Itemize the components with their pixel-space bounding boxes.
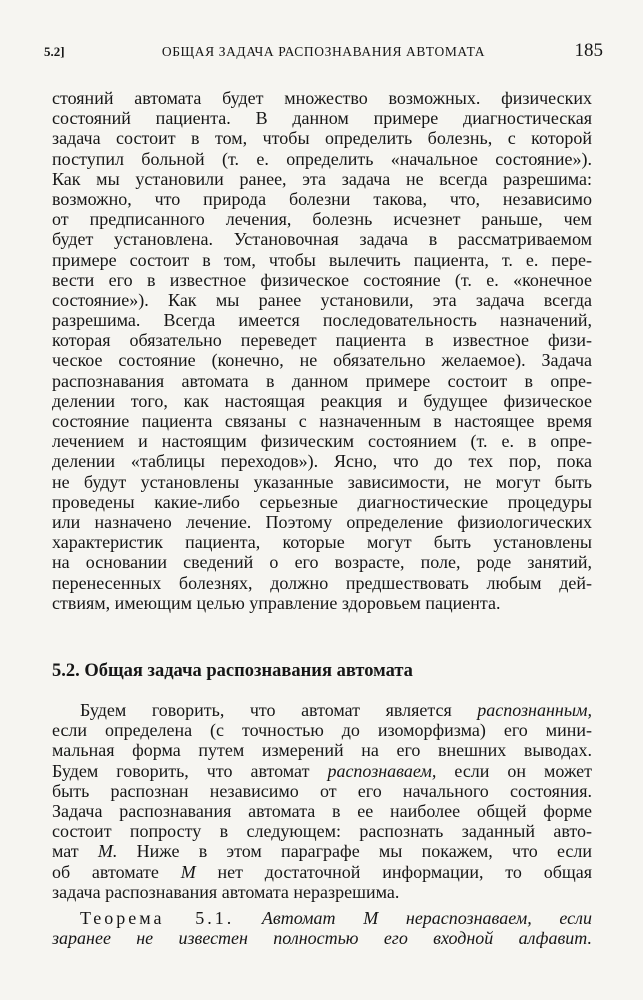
text-line: будет установлена. Установочная задача в рассматриваемом [52,229,592,250]
theorem-statement: Автомат M нераспознаваем, если [261,908,592,928]
term-recognized: распознанным, [477,700,593,720]
text-line: состоит попросту в следующем: распознать заданный авто- [52,821,592,842]
text-line: состояние пациента связаны с назначенным в настоящее время [52,411,592,431]
running-title: ОБЩАЯ ЗАДАЧА РАСПОЗНАВАНИЯ АВТОМАТА [161,44,486,59]
text-line: стояний автомата будет множество возможных. физических [52,88,592,108]
paragraph-definitions [52,700,592,902]
text-line [52,928,592,948]
text-line: распознавания автомата в данном примере состоит в опре- [52,370,592,391]
text-run: об автомате [52,861,159,882]
text-line: ствиям, имеющим целью управление здоровьем пациента. [52,592,501,613]
text-line: быть распознан независимо от его начального состояния. [52,780,592,801]
theorem-label: Теорема 5.1. [80,908,235,928]
text-line: Как мы установили ранее, эта задача не всегда разрешима: [52,168,592,189]
theorem-5-1 [52,908,592,948]
text-line: от предписанного лечения, болезнь исчезнет раньше, чем [52,209,592,230]
math-symbol-m: M [180,861,196,882]
text-line [52,862,592,882]
text-line: состояние»). Как мы ранее установили, эта задача всегда [52,289,592,310]
text-line: задача состоит в том, чтобы определить болезнь, с которой [52,128,592,149]
text-line [52,700,592,720]
text-line [52,841,592,861]
text-line: примере состоит в том, чтобы вылечить пациента, т. е. пере- [52,249,592,270]
text-run: Будем говорить, что автомат является [80,700,452,720]
text-line: поступил больной (т. е. определить «начальное состояние»). [52,148,592,169]
text-line: характеристик пациента, которые могут быть установлены [52,532,592,553]
text-line: состояний пациента. В данном примере диагностическая [52,108,592,129]
text-line: вести его в известное физическое состояние (т. е. «конечное [52,269,592,290]
section-heading: 5.2. Общая задача распознавания автомата [52,661,413,681]
paragraph-diagnostics [52,88,592,613]
text-run: Будем говорить, что автомат [52,760,310,781]
text-line: проведены какие-либо серьезные диагностические процедуры [52,491,592,512]
text-run: нет достаточной информации, то общая [217,861,593,882]
text-line: делении того, как настоящая реакция и будущее физическое [52,390,592,411]
page-number: 185 [574,40,603,61]
text-line: делении «таблицы переходов»). Ясно, что до тех пор, пока [52,451,592,472]
text-line [52,761,592,781]
theorem-statement: заранее не известен полностью его входной алфавит. [52,928,592,949]
text-line: не будут установлены указанные зависимости, не могут быть [52,471,592,492]
text-run: мат [52,841,79,862]
running-head [44,40,603,64]
text-line: Задача распознавания автомата в ее наиболее общей форме [52,800,592,821]
text-line: задача распознавания автомата неразрешима. [52,881,400,902]
text-line: на основании сведений о его возрасте, поле, роде занятий, [52,552,592,573]
text-line: лечением и настоящим физическим состоянием (т. е. в опре- [52,431,592,452]
text-line [52,908,592,928]
text-line: мальная форма путем измерений на его внешних выводах. [52,740,592,761]
text-line: разрешима. Всегда имеется последовательность назначений, [52,310,592,331]
text-run: если он может [454,760,593,781]
text-line: возможно, что природа болезни такова, что, независимо [52,188,592,209]
section-number: 5.2] [44,44,65,59]
term-recognizable: распознаваем, [327,760,437,781]
text-line: перенесенных болезнях, должно предшествовать любым дей- [52,572,592,593]
text-line: которая обязательно переведет пациента в известное физи- [52,330,592,351]
text-line: если определена (с точностью до изоморфизма) его мини- [52,720,592,741]
math-symbol-m: M. [97,841,118,862]
text-run: Ниже в этом параграфе мы покажем, что если [136,841,592,862]
text-line: ческое состояние (конечно, не обязательно желаемое). Задача [52,350,592,371]
text-line: или назначено лечение. Поэтому определение физиологических [52,511,592,532]
